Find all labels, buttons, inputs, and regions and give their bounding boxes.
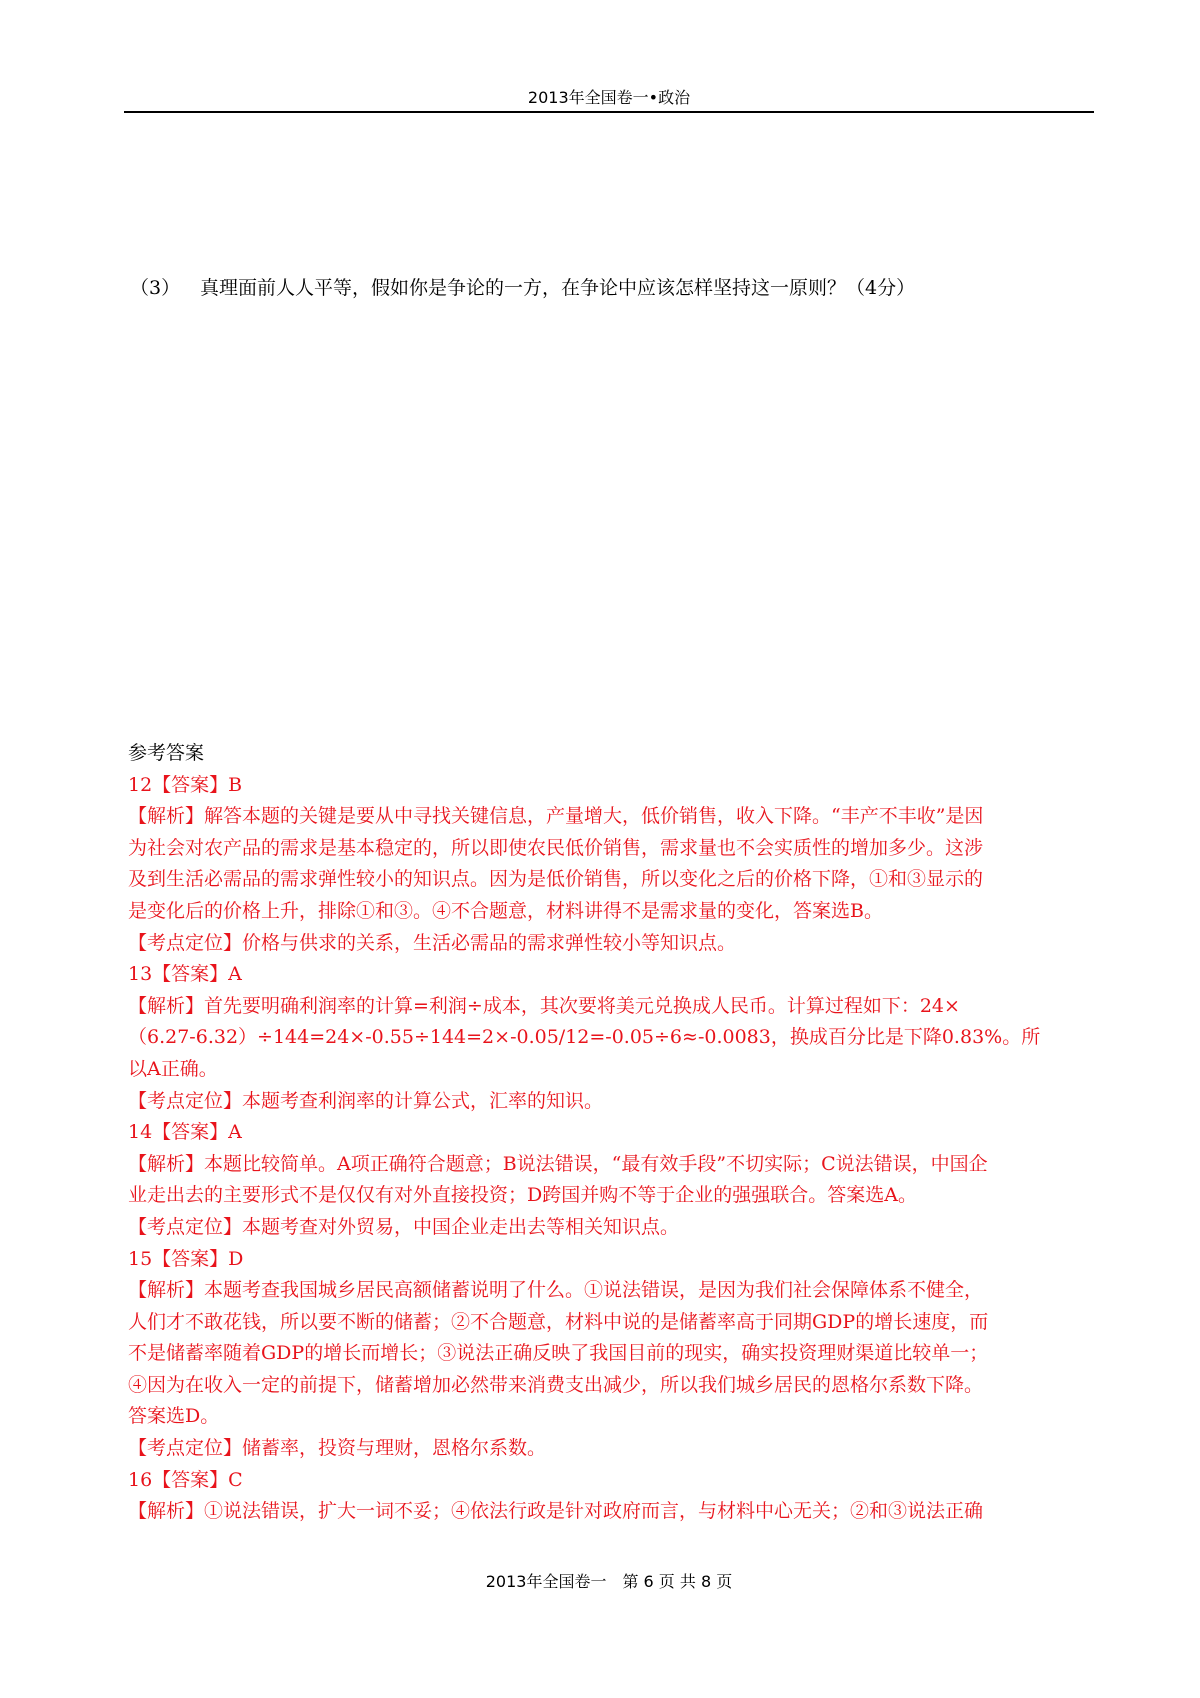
answer-line: 【考点定位】本题考查对外贸易，中国企业走出去等相关知识点。: [128, 1215, 680, 1238]
answer-line: （6.27-6.32）÷144=24×-0.55÷144=2×-0.05/12=-0.05÷6≈-0.0083，换成百分比是下降0.83%。所: [128, 1026, 1041, 1049]
answer-line: 及到生活必需品的需求弹性较小的知识点。因为是低价销售，所以变化之后的价格下降，①和③显示的: [128, 868, 984, 891]
answer-line: 业走出去的主要形式不是仅仅有对外直接投资；D跨国并购不等于企业的强强联合。答案选A。: [128, 1184, 917, 1207]
answer-line: 【解析】本题比较简单。A项正确符合题意；B说法错误，“最有效手段”不切实际；C说法错误，中国企: [128, 1152, 988, 1175]
answer-line: 13【答案】A: [128, 963, 242, 986]
answer-line: 15【答案】D: [128, 1247, 244, 1270]
answers-heading: 参考答案: [128, 742, 205, 764]
page-header: 2013年全国卷一•政治: [527, 88, 691, 107]
answer-line: 不是储蓄率随着GDP的增长而增长；③说法正确反映了我国目前的现实，确实投资理财渠道比较单一；: [128, 1342, 989, 1365]
answer-line: 以A正确。: [128, 1057, 218, 1080]
answer-line: 12【答案】B: [128, 773, 243, 796]
answer-section: [128, 738, 1088, 1528]
answer-line: 14【答案】A: [128, 1121, 242, 1144]
answer-line: 【解析】首先要明确利润率的计算=利润÷成本，其次要将美元兑换成人民币。计算过程如下：24×: [128, 994, 960, 1017]
question-text: 真理面前人人平等，假如你是争论的一方，在争论中应该怎样坚持这一原则？（4分）: [200, 277, 916, 299]
answer-line: 【解析】①说法错误，扩大一词不妥；④依法行政是针对政府而言，与材料中心无关；②和③说法正确: [128, 1500, 984, 1523]
answer-line: 【考点定位】储蓄率，投资与理财，恩格尔系数。: [128, 1437, 547, 1460]
answer-line: 【考点定位】价格与供求的关系，生活必需品的需求弹性较小等知识点。: [128, 931, 737, 954]
answer-line: 人们才不敢花钱，所以要不断的储蓄；②不合题意，材料中说的是储蓄率高于同期GDP的增长速度，而: [128, 1310, 989, 1333]
header-rule: [124, 111, 1094, 113]
answer-line: 为社会对农产品的需求是基本稳定的，所以即使农民低价销售，需求量也不会实质性的增加多少。这涉: [128, 836, 984, 859]
answer-line: 【解析】解答本题的关键是要从中寻找关键信息，产量增大，低价销售，收入下降。“丰产不丰收”是因: [128, 805, 984, 828]
answer-line: 【考点定位】本题考查利润率的计算公式，汇率的知识。: [128, 1089, 604, 1112]
question-3: [130, 272, 915, 304]
page-footer: 2013年全国卷一 第 6 页 共 8 页: [485, 1572, 733, 1591]
answer-line: 答案选D。: [128, 1405, 220, 1428]
answer-line: 是变化后的价格上升，排除①和③。④不合题意，材料讲得不是需求量的变化，答案选B。: [128, 899, 883, 922]
answer-line: ④因为在收入一定的前提下，储蓄增加必然带来消费支出减少，所以我们城乡居民的恩格尔系数下降。: [128, 1373, 984, 1396]
answer-line: 16【答案】C: [128, 1468, 243, 1491]
answer-line: 【解析】本题考查我国城乡居民高额储蓄说明了什么。①说法错误，是因为我们社会保障体系不健全，: [128, 1279, 984, 1302]
question-number: （3）: [130, 277, 181, 299]
